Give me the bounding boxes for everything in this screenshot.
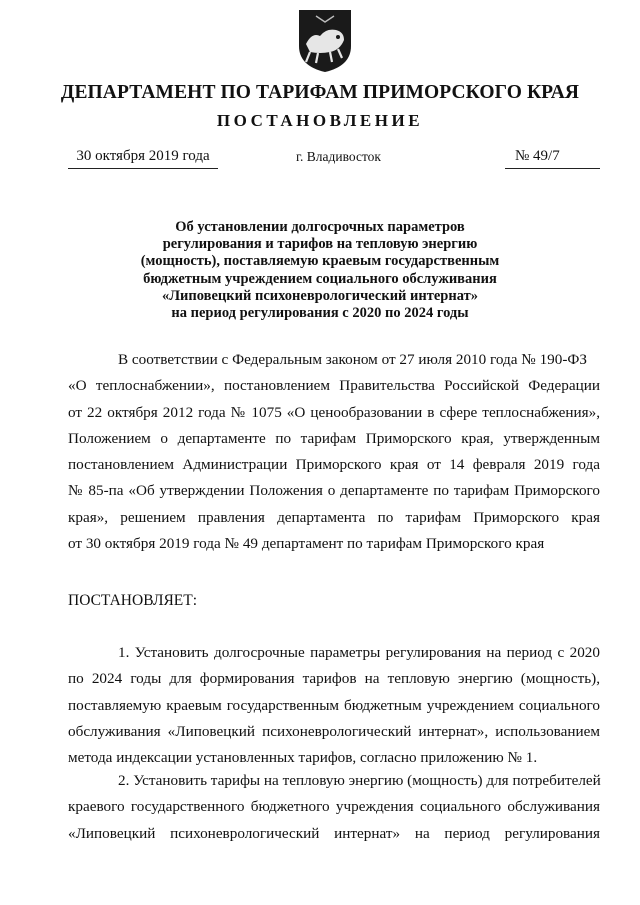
- text-line: Положением о департаменте по тарифам Приморского края, утвержденным: [68, 429, 600, 447]
- text-line: № 85-па «Об утверждении Положения о департаменте по тарифам Приморского: [68, 482, 600, 500]
- text-line: поставляемую краевым государственным бюджетным учреждением социального: [68, 696, 600, 714]
- text-line: В соответствии с Федеральным законом от 27 июля 2010 года № 190-ФЗ: [118, 351, 588, 368]
- text-line: края», решением правления департамента по тарифам Приморского края: [68, 508, 600, 526]
- title-line: Об установлении долгосрочных параметров: [175, 219, 465, 235]
- text-line: от 30 октября 2019 года № 49 департамент по тарифам Приморского края: [68, 535, 545, 553]
- text-line: по 2024 годы для формирования тарифов на тепловую энергию (мощность),: [68, 670, 600, 688]
- text-line: от 22 октября 2012 года № 1075 «О ценообразовании в сфере теплоснабжения»,: [68, 403, 600, 421]
- title-line: бюджетным учреждением социального обслуживания: [143, 270, 497, 287]
- text-line: метода индексации установленных тарифов, согласно приложению № 1.: [68, 749, 538, 767]
- text-line: 1. Установить долгосрочные параметры регулирования на период с 2020: [118, 644, 600, 661]
- title-line: «Липовецкий психоневрологический интернат»: [162, 287, 478, 304]
- coat-of-arms-icon: [296, 6, 354, 74]
- text-line: 2. Установить тарифы на тепловую энергию (мощность) для потребителей: [118, 772, 601, 789]
- document-city: г. Владивосток: [296, 149, 381, 164]
- preamble-paragraph: [68, 347, 600, 557]
- resolves-heading: ПОСТАНОВЛЯЕТ:: [68, 592, 198, 609]
- document-type: ПОСТАНОВЛЕНИЕ: [216, 111, 424, 130]
- text-line: обслуживания «Липовецкий психоневрологический интернат», использованием: [68, 722, 600, 740]
- text-line: «О теплоснабжении», постановлением Правительства Российской Федерации: [68, 377, 600, 395]
- document-title: [100, 219, 540, 322]
- title-line: (мощность), поставляемую краевым государственным: [140, 253, 500, 270]
- document-number: № 49/7: [505, 148, 600, 169]
- text-line: краевого государственного бюджетного учреждения социального обслуживания: [68, 798, 600, 816]
- item-1-paragraph: [68, 640, 600, 771]
- title-line: регулирования и тарифов на тепловую энергию: [162, 236, 478, 253]
- text-line: «Липовецкий психоневрологический интернат» на период регулирования: [68, 824, 600, 842]
- title-line: на период регулирования с 2020 по 2024 годы: [171, 305, 469, 322]
- department-name: ДЕПАРТАМЕНТ ПО ТАРИФАМ ПРИМОРСКОГО КРАЯ: [60, 82, 580, 103]
- item-2-paragraph: [68, 768, 600, 847]
- text-line: постановлением Администрации Приморского края от 14 февраля 2019 года: [68, 456, 600, 474]
- document-date: 30 октября 2019 года: [68, 148, 218, 169]
